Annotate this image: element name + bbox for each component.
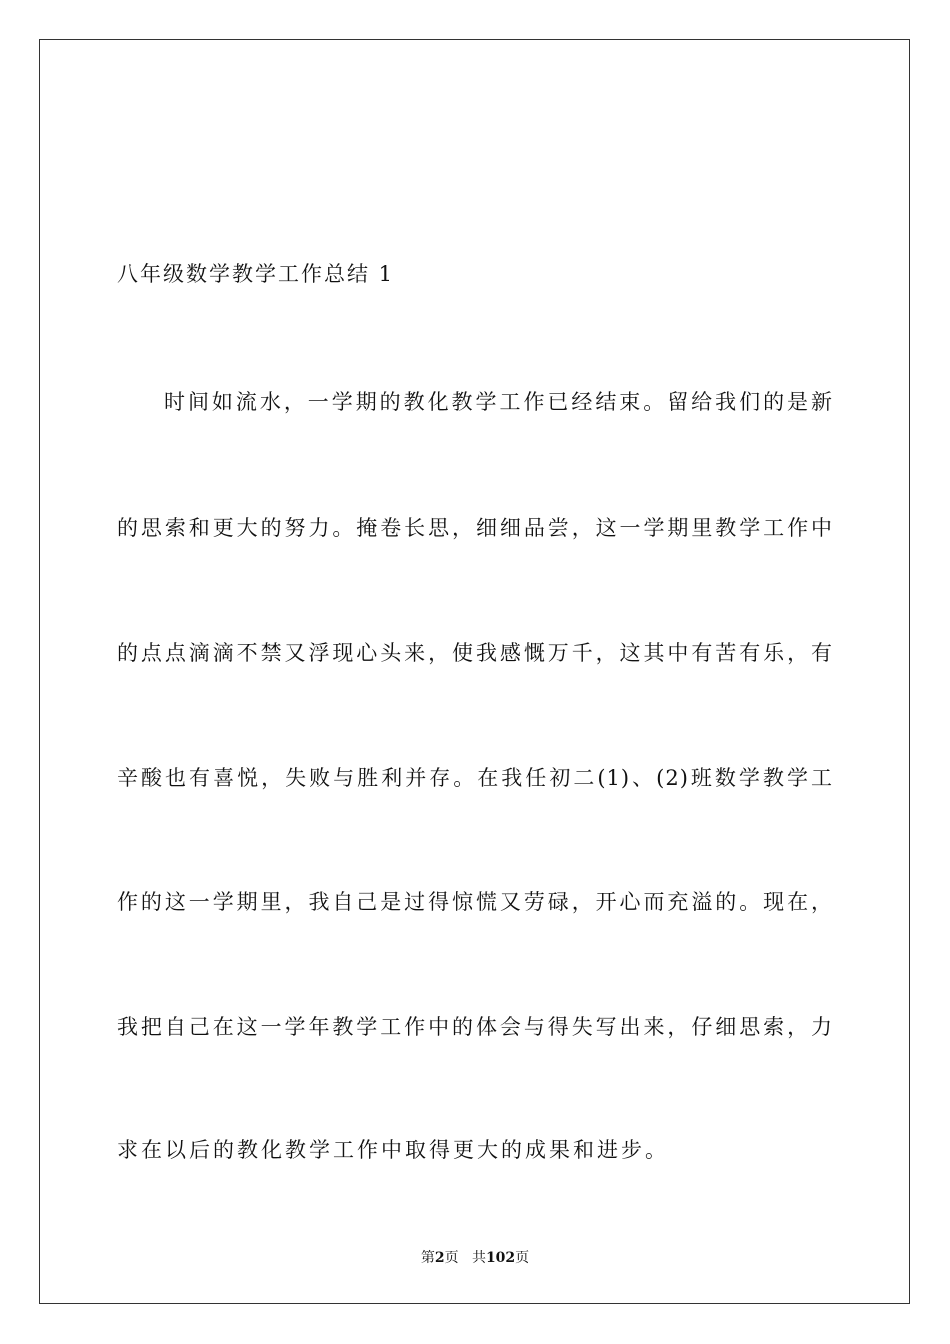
- page-frame: [39, 39, 910, 1304]
- footer-page-current: 2: [434, 1250, 445, 1266]
- document-title: 八年级数学教学工作总结 1: [117, 262, 395, 286]
- paragraph-line: 的思索和更大的努力。掩卷长思，细细品尝，这一学期里教学工作中: [117, 516, 833, 540]
- footer-page-prefix: 第: [420, 1250, 435, 1266]
- paragraph-line: 时间如流水，一学期的教化教学工作已经结束。留给我们的是新: [164, 390, 833, 414]
- page-footer: [0, 1247, 950, 1267]
- footer-page-total: 102: [485, 1250, 516, 1266]
- paragraph-line: 的点点滴滴不禁又浮现心头来，使我感慨万千，这其中有苦有乐，有: [117, 641, 833, 665]
- paragraph-line: 辛酸也有喜悦，失败与胜利并存。在我任初二(1)、(2)班数学教学工: [117, 766, 833, 790]
- footer-total-prefix: 共: [471, 1250, 486, 1266]
- paragraph-line: 求在以后的教化教学工作中取得更大的成果和进步。: [117, 1138, 669, 1162]
- footer-total-suffix: 页: [515, 1250, 530, 1266]
- footer-page-suffix: 页: [444, 1250, 459, 1266]
- paragraph-line: 我把自己在这一学年教学工作中的体会与得失写出来，仔细思索，力: [117, 1015, 833, 1039]
- paragraph-line: 作的这一学期里，我自己是过得惊慌又劳碌，开心而充溢的。现在，: [117, 890, 833, 914]
